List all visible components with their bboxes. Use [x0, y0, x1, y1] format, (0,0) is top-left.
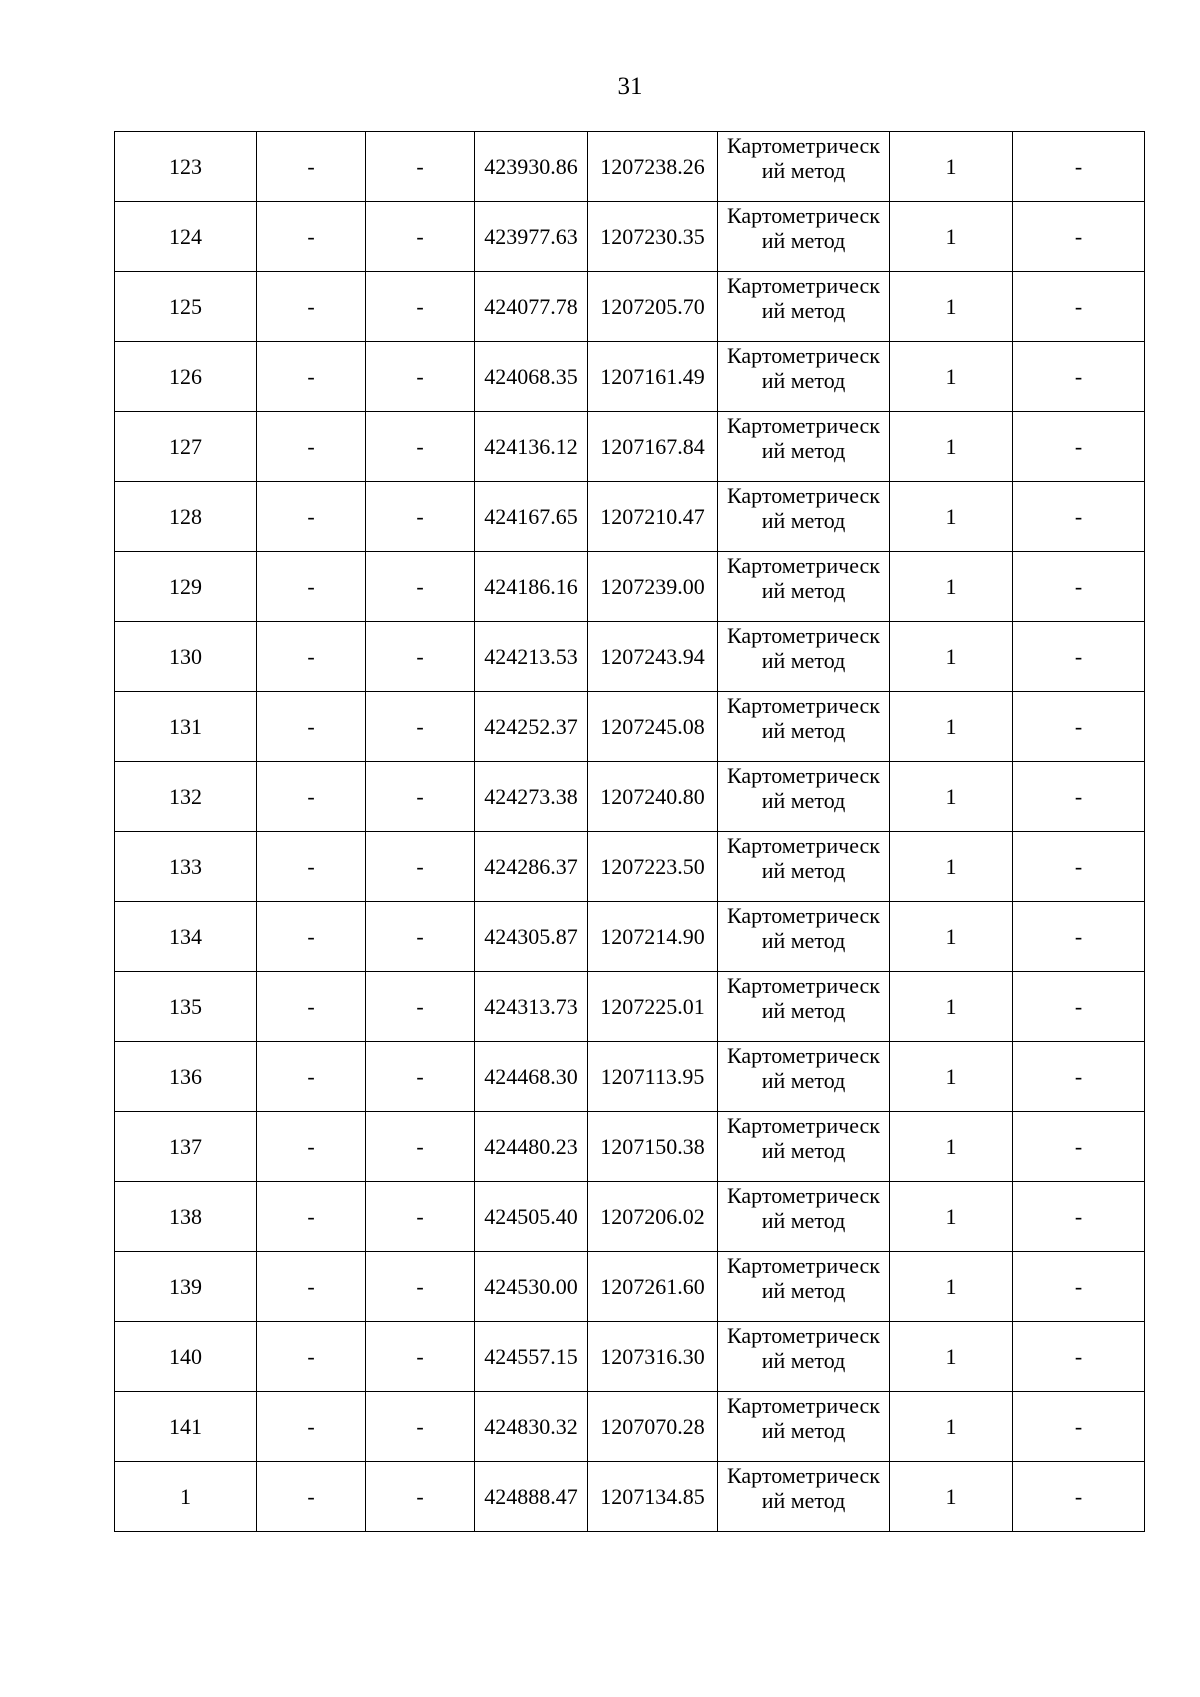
point-number-cell: 125 — [115, 272, 257, 342]
y-coordinate-cell: 1207240.80 — [588, 762, 718, 832]
method-text-line1: Картометрическ — [727, 553, 880, 578]
method-text-line2: ий метод — [761, 1138, 846, 1163]
dash-cell-2: - — [257, 132, 366, 202]
dash-cell-2: - — [257, 412, 366, 482]
method-text-line1: Картометрическ — [727, 763, 880, 788]
dash-cell-2: - — [257, 692, 366, 762]
point-number-cell: 132 — [115, 762, 257, 832]
note-cell: - — [1013, 482, 1145, 552]
dash-cell-2: - — [257, 1252, 366, 1322]
y-coordinate-cell: 1207225.01 — [588, 972, 718, 1042]
table-row — [115, 412, 1145, 482]
x-coordinate-cell: 424480.23 — [475, 1112, 588, 1182]
dash-cell-2: - — [257, 202, 366, 272]
point-number-cell: 127 — [115, 412, 257, 482]
method-text-line1: Картометрическ — [727, 413, 880, 438]
method-cell — [718, 482, 890, 552]
method-text-line1: Картометрическ — [727, 343, 880, 368]
method-text-line1: Картометрическ — [727, 833, 880, 858]
method-text-line1: Картометрическ — [727, 1113, 880, 1138]
dash-cell-2: - — [257, 1392, 366, 1462]
dash-cell-3: - — [366, 902, 475, 972]
dash-cell-2: - — [257, 622, 366, 692]
table-row — [115, 762, 1145, 832]
method-text-line2: ий метод — [761, 508, 846, 533]
note-cell: - — [1013, 692, 1145, 762]
y-coordinate-cell: 1207113.95 — [588, 1042, 718, 1112]
dash-cell-3: - — [366, 832, 475, 902]
point-number-cell: 128 — [115, 482, 257, 552]
point-number-cell: 129 — [115, 552, 257, 622]
point-number-cell: 131 — [115, 692, 257, 762]
method-text-line2: ий метод — [761, 438, 846, 463]
method-text-line2: ий метод — [761, 1488, 846, 1513]
dash-cell-3: - — [366, 1112, 475, 1182]
method-text-line2: ий метод — [761, 1418, 846, 1443]
point-number-cell: 141 — [115, 1392, 257, 1462]
method-cell — [718, 412, 890, 482]
dash-cell-3: - — [366, 342, 475, 412]
dash-cell-3: - — [366, 202, 475, 272]
dash-cell-2: - — [257, 762, 366, 832]
point-number-cell: 126 — [115, 342, 257, 412]
accuracy-cell: 1 — [890, 1042, 1013, 1112]
table-row — [115, 342, 1145, 412]
dash-cell-2: - — [257, 1112, 366, 1182]
accuracy-cell: 1 — [890, 1182, 1013, 1252]
point-number-cell: 138 — [115, 1182, 257, 1252]
note-cell: - — [1013, 1392, 1145, 1462]
method-text-line2: ий метод — [761, 998, 846, 1023]
method-cell — [718, 1042, 890, 1112]
note-cell: - — [1013, 762, 1145, 832]
method-text-line1: Картометрическ — [727, 973, 880, 998]
note-cell: - — [1013, 1042, 1145, 1112]
accuracy-cell: 1 — [890, 1462, 1013, 1532]
point-number-cell: 134 — [115, 902, 257, 972]
dash-cell-2: - — [257, 902, 366, 972]
dash-cell-2: - — [257, 1042, 366, 1112]
table-row — [115, 902, 1145, 972]
method-cell — [718, 692, 890, 762]
dash-cell-3: - — [366, 1322, 475, 1392]
method-text-line1: Картометрическ — [727, 1253, 880, 1278]
accuracy-cell: 1 — [890, 272, 1013, 342]
method-cell — [718, 132, 890, 202]
dash-cell-3: - — [366, 972, 475, 1042]
point-number-cell: 139 — [115, 1252, 257, 1322]
x-coordinate-cell: 424077.78 — [475, 272, 588, 342]
note-cell: - — [1013, 1182, 1145, 1252]
note-cell: - — [1013, 1322, 1145, 1392]
x-coordinate-cell: 424213.53 — [475, 622, 588, 692]
x-coordinate-cell: 424888.47 — [475, 1462, 588, 1532]
method-text-line1: Картометрическ — [727, 273, 880, 298]
accuracy-cell: 1 — [890, 762, 1013, 832]
method-cell — [718, 1462, 890, 1532]
dash-cell-2: - — [257, 972, 366, 1042]
point-number-cell: 123 — [115, 132, 257, 202]
dash-cell-3: - — [366, 1182, 475, 1252]
dash-cell-3: - — [366, 1462, 475, 1532]
method-text-line2: ий метод — [761, 158, 846, 183]
y-coordinate-cell: 1207210.47 — [588, 482, 718, 552]
y-coordinate-cell: 1207245.08 — [588, 692, 718, 762]
method-cell — [718, 272, 890, 342]
method-text-line2: ий метод — [761, 298, 846, 323]
dash-cell-3: - — [366, 412, 475, 482]
dash-cell-2: - — [257, 832, 366, 902]
note-cell: - — [1013, 972, 1145, 1042]
x-coordinate-cell: 424468.30 — [475, 1042, 588, 1112]
method-text-line2: ий метод — [761, 928, 846, 953]
method-text-line1: Картометрическ — [727, 693, 880, 718]
dash-cell-2: - — [257, 272, 366, 342]
method-cell — [718, 1112, 890, 1182]
method-text-line1: Картометрическ — [727, 623, 880, 648]
table-row — [115, 132, 1145, 202]
method-cell — [718, 972, 890, 1042]
method-text-line2: ий метод — [761, 228, 846, 253]
note-cell: - — [1013, 902, 1145, 972]
method-text-line2: ий метод — [761, 718, 846, 743]
x-coordinate-cell: 424068.35 — [475, 342, 588, 412]
note-cell: - — [1013, 202, 1145, 272]
method-cell — [718, 1252, 890, 1322]
dash-cell-3: - — [366, 272, 475, 342]
note-cell: - — [1013, 412, 1145, 482]
table-row — [115, 832, 1145, 902]
method-text-line2: ий метод — [761, 788, 846, 813]
y-coordinate-cell: 1207230.35 — [588, 202, 718, 272]
table-row — [115, 1042, 1145, 1112]
method-text-line2: ий метод — [761, 1348, 846, 1373]
point-number-cell: 137 — [115, 1112, 257, 1182]
method-text-line1: Картометрическ — [727, 133, 880, 158]
accuracy-cell: 1 — [890, 202, 1013, 272]
point-number-cell: 133 — [115, 832, 257, 902]
method-text-line1: Картометрическ — [727, 1183, 880, 1208]
method-cell — [718, 1182, 890, 1252]
dash-cell-3: - — [366, 1252, 475, 1322]
y-coordinate-cell: 1207239.00 — [588, 552, 718, 622]
x-coordinate-cell: 424313.73 — [475, 972, 588, 1042]
y-coordinate-cell: 1207206.02 — [588, 1182, 718, 1252]
method-text-line2: ий метод — [761, 858, 846, 883]
table-body — [115, 132, 1145, 1532]
accuracy-cell: 1 — [890, 972, 1013, 1042]
method-text-line2: ий метод — [761, 1068, 846, 1093]
method-cell — [718, 1392, 890, 1462]
note-cell: - — [1013, 552, 1145, 622]
note-cell: - — [1013, 1252, 1145, 1322]
point-number-cell: 135 — [115, 972, 257, 1042]
y-coordinate-cell: 1207316.30 — [588, 1322, 718, 1392]
table-row — [115, 1322, 1145, 1392]
table-row — [115, 272, 1145, 342]
x-coordinate-cell: 424252.37 — [475, 692, 588, 762]
table-row — [115, 1462, 1145, 1532]
dash-cell-3: - — [366, 692, 475, 762]
x-coordinate-cell: 424305.87 — [475, 902, 588, 972]
method-text-line1: Картометрическ — [727, 1323, 880, 1348]
table-row — [115, 482, 1145, 552]
accuracy-cell: 1 — [890, 1392, 1013, 1462]
y-coordinate-cell: 1207214.90 — [588, 902, 718, 972]
method-cell — [718, 202, 890, 272]
accuracy-cell: 1 — [890, 832, 1013, 902]
dash-cell-3: - — [366, 762, 475, 832]
point-number-cell: 130 — [115, 622, 257, 692]
method-text-line1: Картометрическ — [727, 483, 880, 508]
dash-cell-2: - — [257, 482, 366, 552]
accuracy-cell: 1 — [890, 412, 1013, 482]
method-text-line2: ий метод — [761, 1278, 846, 1303]
x-coordinate-cell: 424136.12 — [475, 412, 588, 482]
point-number-cell: 140 — [115, 1322, 257, 1392]
y-coordinate-cell: 1207134.85 — [588, 1462, 718, 1532]
dash-cell-3: - — [366, 552, 475, 622]
x-coordinate-cell: 424286.37 — [475, 832, 588, 902]
accuracy-cell: 1 — [890, 902, 1013, 972]
method-cell — [718, 622, 890, 692]
accuracy-cell: 1 — [890, 622, 1013, 692]
note-cell: - — [1013, 342, 1145, 412]
method-cell — [718, 552, 890, 622]
note-cell: - — [1013, 132, 1145, 202]
note-cell: - — [1013, 1112, 1145, 1182]
y-coordinate-cell: 1207070.28 — [588, 1392, 718, 1462]
method-text-line1: Картометрическ — [727, 903, 880, 928]
accuracy-cell: 1 — [890, 1112, 1013, 1182]
table-row — [115, 1392, 1145, 1462]
y-coordinate-cell: 1207150.38 — [588, 1112, 718, 1182]
coordinates-table — [114, 131, 1145, 1532]
y-coordinate-cell: 1207161.49 — [588, 342, 718, 412]
y-coordinate-cell: 1207243.94 — [588, 622, 718, 692]
method-text-line1: Картометрическ — [727, 1463, 880, 1488]
point-number-cell: 1 — [115, 1462, 257, 1532]
x-coordinate-cell: 424830.32 — [475, 1392, 588, 1462]
accuracy-cell: 1 — [890, 482, 1013, 552]
accuracy-cell: 1 — [890, 552, 1013, 622]
dash-cell-2: - — [257, 552, 366, 622]
accuracy-cell: 1 — [890, 1252, 1013, 1322]
x-coordinate-cell: 423977.63 — [475, 202, 588, 272]
table-row — [115, 1252, 1145, 1322]
x-coordinate-cell: 424167.65 — [475, 482, 588, 552]
dash-cell-3: - — [366, 132, 475, 202]
dash-cell-3: - — [366, 482, 475, 552]
method-cell — [718, 832, 890, 902]
method-text-line2: ий метод — [761, 1208, 846, 1233]
x-coordinate-cell: 424530.00 — [475, 1252, 588, 1322]
point-number-cell: 124 — [115, 202, 257, 272]
accuracy-cell: 1 — [890, 342, 1013, 412]
table-row — [115, 202, 1145, 272]
page-number: 31 — [617, 73, 643, 100]
method-text-line2: ий метод — [761, 648, 846, 673]
x-coordinate-cell: 424505.40 — [475, 1182, 588, 1252]
table-row — [115, 622, 1145, 692]
y-coordinate-cell: 1207167.84 — [588, 412, 718, 482]
accuracy-cell: 1 — [890, 1322, 1013, 1392]
table-row — [115, 552, 1145, 622]
method-cell — [718, 1322, 890, 1392]
point-number-cell: 136 — [115, 1042, 257, 1112]
table-row — [115, 1182, 1145, 1252]
dash-cell-3: - — [366, 1042, 475, 1112]
method-text-line1: Картометрическ — [727, 203, 880, 228]
method-text-line1: Картометрическ — [727, 1043, 880, 1068]
table-row — [115, 1112, 1145, 1182]
dash-cell-3: - — [366, 1392, 475, 1462]
method-text-line1: Картометрическ — [727, 1393, 880, 1418]
x-coordinate-cell: 424186.16 — [475, 552, 588, 622]
method-cell — [718, 342, 890, 412]
y-coordinate-cell: 1207238.26 — [588, 132, 718, 202]
method-text-line2: ий метод — [761, 578, 846, 603]
x-coordinate-cell: 424557.15 — [475, 1322, 588, 1392]
method-text-line2: ий метод — [761, 368, 846, 393]
accuracy-cell: 1 — [890, 692, 1013, 762]
table-row — [115, 692, 1145, 762]
note-cell: - — [1013, 272, 1145, 342]
method-cell — [718, 902, 890, 972]
y-coordinate-cell: 1207223.50 — [588, 832, 718, 902]
note-cell: - — [1013, 1462, 1145, 1532]
dash-cell-3: - — [366, 622, 475, 692]
dash-cell-2: - — [257, 342, 366, 412]
x-coordinate-cell: 424273.38 — [475, 762, 588, 832]
y-coordinate-cell: 1207205.70 — [588, 272, 718, 342]
y-coordinate-cell: 1207261.60 — [588, 1252, 718, 1322]
accuracy-cell: 1 — [890, 132, 1013, 202]
dash-cell-2: - — [257, 1462, 366, 1532]
method-cell — [718, 762, 890, 832]
dash-cell-2: - — [257, 1182, 366, 1252]
note-cell: - — [1013, 622, 1145, 692]
x-coordinate-cell: 423930.86 — [475, 132, 588, 202]
dash-cell-2: - — [257, 1322, 366, 1392]
note-cell: - — [1013, 832, 1145, 902]
table-row — [115, 972, 1145, 1042]
